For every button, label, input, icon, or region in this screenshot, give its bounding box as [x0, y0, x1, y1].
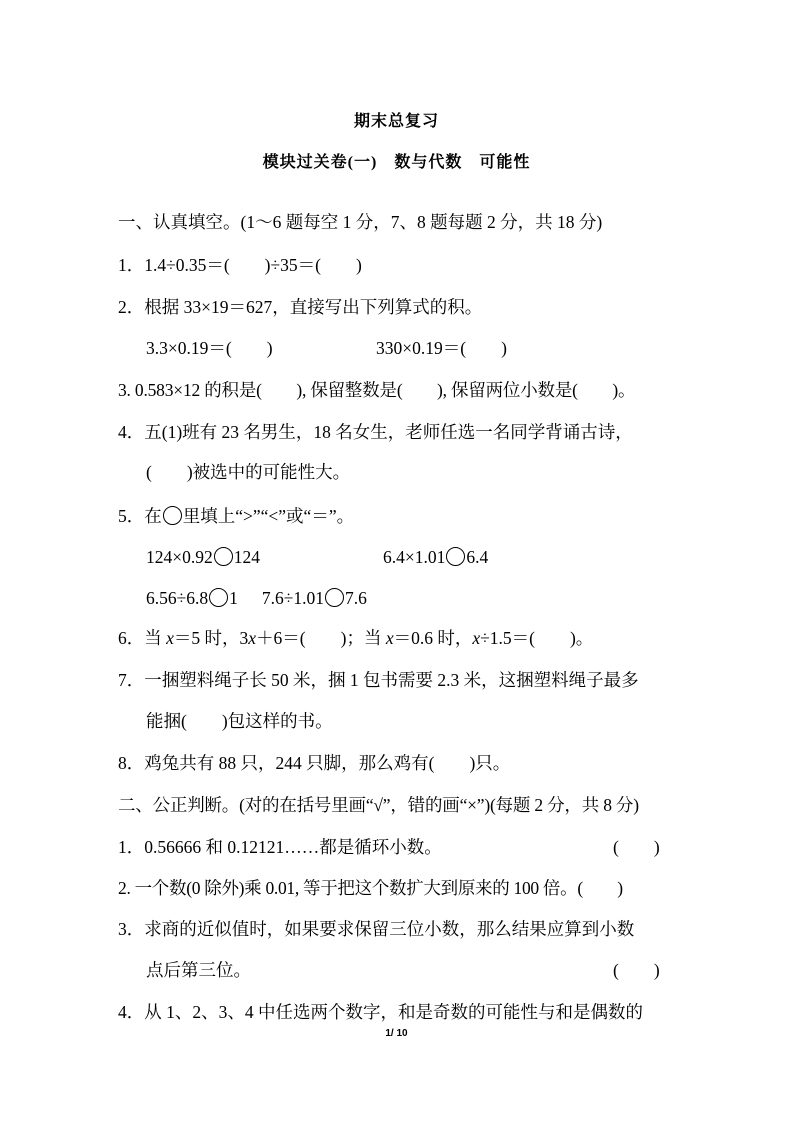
s2-question-4: 4．从 1、2、3、4 中任选两个数字，和是奇数的可能性与和是偶数的	[118, 1002, 643, 1022]
s1-q5-expr: 124×0.92	[146, 547, 213, 567]
circle-blank-icon	[446, 547, 465, 566]
s2-question-2: 2. 一个数(0 除外)乘 0.01, 等于把这个数扩大到原来的 100 倍。( )	[118, 878, 623, 898]
s1-question-1: 1．1.4÷0.35＝( )÷35＝( )	[118, 255, 362, 275]
page-title: 期末总复习	[353, 113, 439, 130]
variable-x: x	[472, 628, 481, 648]
s1-q5-prefix: 5．在	[118, 506, 162, 526]
s1-q2-part-b: 330×0.19＝( )	[376, 338, 507, 358]
s1-q5-row1-a	[146, 546, 260, 568]
s1-question-4-line2: ( )被选中的可能性大。	[146, 462, 351, 482]
s1-q5-expr: 6.4×1.01	[383, 547, 446, 567]
page-number: 1/ 10	[385, 1028, 408, 1039]
s1-question-5	[118, 505, 354, 527]
s2-q1-answer-paren: ( )	[613, 837, 660, 857]
section2-heading: 二、公正判断。(对的在括号里画“√”，错的画“×”)(每题 2 分，共 8 分)	[118, 795, 639, 815]
s1-question-2: 2．根据 33×19＝627，直接写出下列算式的积。	[118, 297, 483, 317]
circle-blank-icon	[325, 588, 344, 607]
s1-q6-text: ÷1.5＝( )。	[480, 628, 594, 648]
s1-q5-expr: 124	[233, 547, 260, 567]
s2-question-3-line2: 点后第三位。	[146, 960, 251, 980]
s1-q5-row1-b	[383, 546, 488, 568]
variable-x: x	[166, 628, 174, 648]
s1-question-7-line2: 能捆( )包这样的书。	[146, 711, 333, 731]
s1-question-6	[118, 627, 593, 649]
s1-q5-expr: 7.6	[344, 588, 367, 608]
variable-x: x	[248, 628, 257, 648]
s1-q6-text: ＝5 时，3	[173, 628, 249, 648]
s1-q5-suffix: 里填上“>”“<”或“＝”。	[182, 506, 355, 526]
s1-q6-text: ＋6＝( )；当	[256, 628, 386, 648]
page-subtitle: 模块过关卷(一) 数与代数 可能性	[262, 154, 531, 171]
circle-blank-icon	[209, 588, 228, 607]
s2-question-1: 1．0.56666 和 0.12121……都是循环小数。	[118, 837, 442, 857]
s1-question-8: 8．鸡兔共有 88 只，244 只脚，那么鸡有( )只。	[118, 753, 511, 773]
variable-x: x	[385, 628, 394, 648]
s2-q3-answer-paren: ( )	[613, 960, 660, 980]
s1-q5-expr: 6.4	[466, 547, 489, 567]
s1-question-4-line1: 4．五(1)班有 23 名男生，18 名女生，老师任选一名同学背诵古诗，	[118, 422, 633, 442]
s1-question-3: 3. 0.583×12 的积是( ), 保留整数是( ), 保留两位小数是( )。	[118, 380, 636, 400]
s1-q5-expr: 6.56÷6.8	[146, 588, 209, 608]
s1-q5-expr: 1	[229, 588, 238, 608]
s1-q6-text: ＝0.6 时，	[393, 628, 473, 648]
s1-q6-text: 6．当	[118, 628, 167, 648]
circle-blank-icon	[163, 506, 182, 525]
s2-question-3-line1: 3．求商的近似值时，如果要求保留三位小数，那么结果应算到小数	[118, 919, 635, 939]
circle-blank-icon	[214, 547, 233, 566]
s1-question-7-line1: 7．一捆塑料绳子长 50 米，捆 1 包书需要 2.3 米，这捆塑料绳子最多	[118, 670, 639, 690]
s1-q5-row2	[146, 587, 367, 609]
s1-q2-part-a: 3.3×0.19＝( )	[146, 338, 273, 358]
section1-heading: 一、认真填空。(1～6 题每空 1 分，7、8 题每题 2 分，共 18 分)	[118, 212, 603, 232]
s1-q5-expr: 7.6÷1.01	[261, 588, 324, 608]
